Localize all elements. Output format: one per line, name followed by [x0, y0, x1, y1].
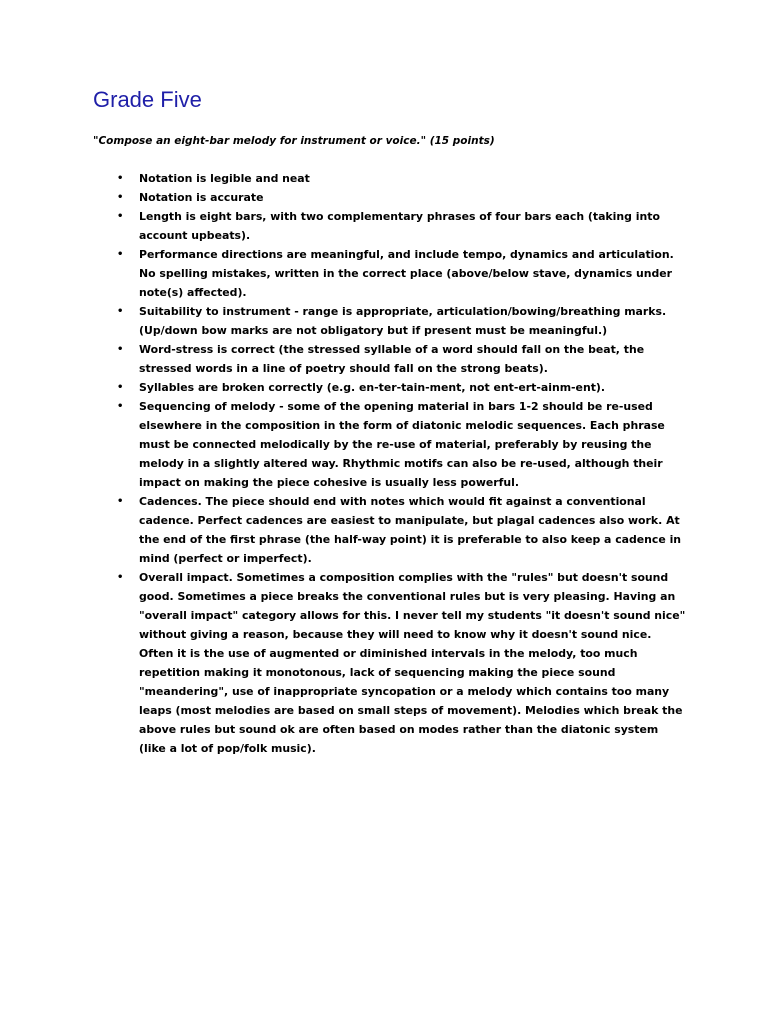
- list-item: [117, 207, 687, 245]
- list-item: [117, 245, 687, 302]
- list-item-text: Cadences. The piece should end with notes which would fit against a conventional cadence. Perfect cadences are easiest to manipulate, but plagal cadences also work. At the end of the first phrase (the half-way point) it is preferable to also keep a cadence in mind (perfect or imperfect).: [139, 495, 682, 565]
- bullet-icon: •: [117, 344, 124, 355]
- list-item: [117, 378, 687, 397]
- list-item-text: Performance directions are meaningful, and include tempo, dynamics and articulation. No spelling mistakes, written in the correct place (above/below stave, dynamics under note(s) affected).: [139, 248, 674, 299]
- list-item: [117, 169, 687, 188]
- list-item-text: Notation is legible and neat: [139, 172, 310, 185]
- list-item: [117, 568, 687, 758]
- bullet-icon: •: [117, 173, 124, 184]
- criteria-list: [117, 169, 687, 758]
- bullet-icon: •: [117, 192, 124, 203]
- list-item-text: Sequencing of melody - some of the opening material in bars 1-2 should be re-used elsewhere in the composition in the form of diatonic melodic sequences. Each phrase must be connected melodically by the re-use of material, preferably by reusing the melody in a slightly altered way. Rhythmic motifs can also be re-used, although their impact on making the piece cohesive is usually less powerful.: [139, 400, 665, 489]
- bullet-icon: •: [117, 496, 124, 507]
- bullet-icon: •: [117, 249, 124, 260]
- list-item-text: Suitability to instrument - range is appropriate, articulation/bowing/breathing marks. (Up/down bow marks are not obligatory but if present must be meaningful.): [139, 305, 667, 337]
- list-item-text: Notation is accurate: [139, 191, 264, 204]
- list-item-text: Length is eight bars, with two complementary phrases of four bars each (taking into account upbeats).: [139, 210, 660, 242]
- page-title: Grade Five: [93, 87, 202, 112]
- bullet-icon: •: [117, 306, 124, 317]
- list-item-text: Word-stress is correct (the stressed syllable of a word should fall on the beat, the stressed words in a line of poetry should fall on the strong beats).: [139, 343, 645, 375]
- list-item: [117, 397, 687, 492]
- bullet-icon: •: [117, 382, 124, 393]
- list-item: [117, 340, 687, 378]
- bullet-icon: •: [117, 572, 124, 583]
- bullet-icon: •: [117, 401, 124, 412]
- list-item: [117, 302, 687, 340]
- list-item-text: Syllables are broken correctly (e.g. en-ter-tain-ment, not ent-ert-ainm-ent).: [139, 381, 606, 394]
- list-item: [117, 492, 687, 568]
- bullet-icon: •: [117, 211, 124, 222]
- assignment-prompt: "Compose an eight-bar melody for instrument or voice." (15 points): [93, 135, 495, 147]
- list-item-text: Overall impact. Sometimes a composition complies with the "rules" but doesn't sound good. Sometimes a piece breaks the conventional rules but is very pleasing. Having an "overall impact" category allows for this. I never tell my students "it doesn't sound nice" without giving a reason, because they will need to know why it doesn't sound nice. Often it is the use of augmented or diminished intervals in the melody, too much repetition making it monotonous, lack of sequencing making the piece sound "meandering", use of inappropriate syncopation or a melody which contains too many leaps (most melodies are based on small steps of movement). Melodies which break the above rules but sound ok are often based on modes rather than the diatonic system (like a lot of pop/folk music).: [139, 571, 686, 755]
- list-item: [117, 188, 687, 207]
